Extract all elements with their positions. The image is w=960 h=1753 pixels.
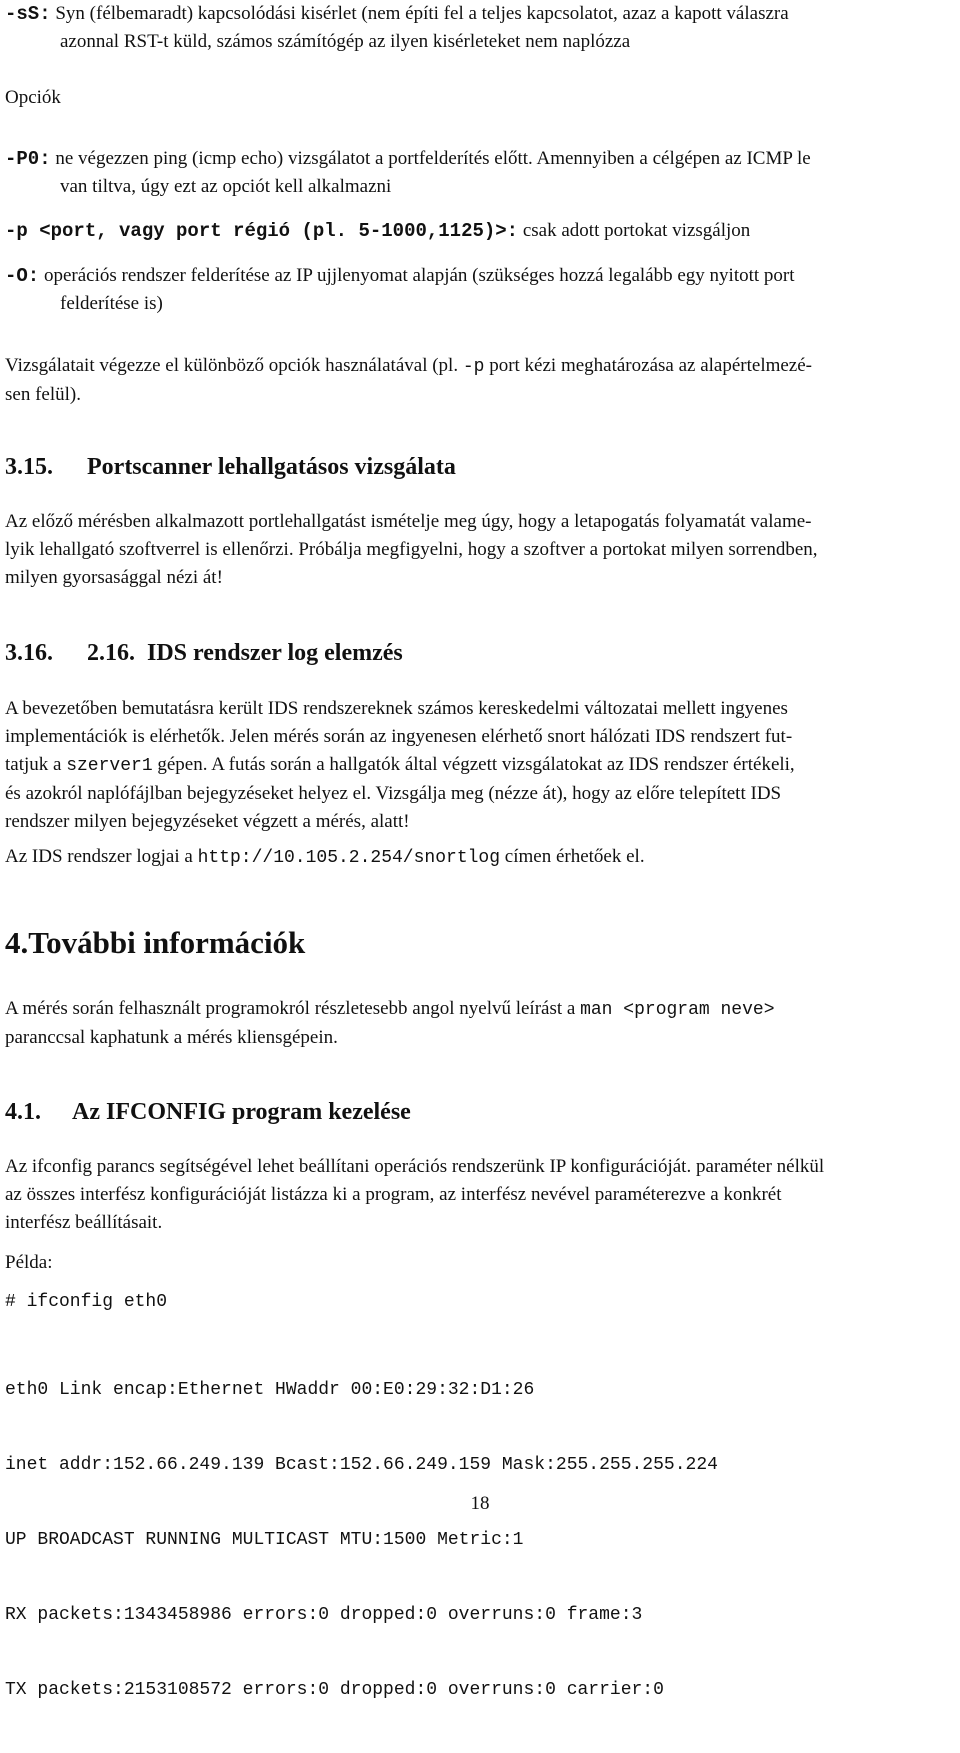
code-command: # ifconfig eth0: [5, 1292, 168, 1312]
option-text-cont: felderítése is): [60, 293, 163, 314]
code-output: [5, 1328, 718, 1753]
paragraph-4: [5, 995, 955, 1052]
code-line: inet addr:152.66.249.139 Bcast:152.66.249.159 Mask:255.255.255.224: [5, 1455, 718, 1475]
section-title: Portscanner lehallgatásos vizsgálata: [87, 454, 456, 480]
text: Az IDS rendszer logjai a: [5, 846, 198, 867]
text: A mérés során felhasznált programokról részletesebb angol nyelvű leírást a: [5, 998, 581, 1019]
text: sen felül).: [5, 384, 81, 405]
text-line: paranccsal kaphatunk a mérés kliensgépein.: [5, 1027, 338, 1048]
option-O: [5, 262, 955, 318]
text-line: lyik lehallgató szoftverrel is ellenőrzi. Próbálja megfigyelni, hogy a szoftver a portokat milyen sorrendben,: [5, 539, 818, 560]
section-number-alt: 2.16.: [87, 640, 135, 666]
text-line: az összes interfész konfigurációját listázza ki a program, az interfész nevével paraméterezve a konkrét: [5, 1184, 782, 1205]
option-label: -O:: [5, 265, 40, 287]
inline-code: szerver1: [66, 756, 153, 776]
option-text: csak adott portokat vizsgáljon: [522, 220, 751, 241]
option-label: -p <port, vagy port régió (pl. 5-1000,1125)>:: [5, 220, 519, 242]
option-sS: [5, 0, 955, 56]
text-line: milyen gyorsasággal nézi át!: [5, 567, 223, 588]
section-heading-4-1: [5, 1097, 411, 1127]
option-label: -P0:: [5, 148, 51, 170]
text-line: és azokról naplófájlban bejegyzéseket helyez el. Vizsgálja meg (nézze át), hogy az előre telepített IDS: [5, 783, 782, 804]
section-heading-3-16: [5, 638, 403, 668]
code-line: TX packets:2153108572 errors:0 dropped:0 overruns:0 carrier:0: [5, 1680, 664, 1700]
option-text-cont: azonnal RST-t küld, számos számítógép az ilyen kisérleteket nem naplózza: [60, 31, 631, 52]
option-text: Syn (félbemaradt) kapcsolódási kisérlet (nem építi fel a teljes kapcsolatot, azaz a kapott válaszra: [55, 3, 789, 24]
chapter-title: További információk: [28, 925, 306, 960]
option-P0: [5, 145, 955, 201]
section-number: 4.1.: [5, 1099, 41, 1125]
text-line: Az előző mérésben alkalmazott portlehallgatást ismételje meg úgy, hogy a letapogatás folyamatát valame-: [5, 511, 812, 532]
chapter-heading-4: [5, 925, 305, 961]
text-line: Az ifconfig parancs segítségével lehet beállítani operációs rendszerünk IP konfigurációját. paraméter nélkül: [5, 1156, 825, 1177]
section-title: Az IFCONFIG program kezelése: [72, 1099, 411, 1125]
option-text: operációs rendszer felderítése az IP ujjlenyomat alapján (szükséges hozzá legalább egy nyitott port: [43, 265, 795, 286]
inline-code: man <program neve>: [580, 1000, 775, 1020]
paragraph-vizsgalat: [5, 352, 955, 409]
section-number: 3.15.: [5, 454, 53, 480]
section-heading-3-15: [5, 452, 456, 482]
example-label: Példa:: [5, 1252, 53, 1273]
code-line: eth0 Link encap:Ethernet HWaddr 00:E0:29:32:D1:26: [5, 1380, 535, 1400]
text: Vizsgálatait végezze el különböző opciók használatával (pl.: [5, 355, 463, 376]
page-number: 18: [470, 1493, 490, 1514]
section-number: 3.16.: [5, 640, 53, 666]
section-title: IDS rendszer log elemzés: [147, 640, 403, 666]
paragraph-4-1: [5, 1153, 955, 1237]
text-line: interfész beállításait.: [5, 1212, 163, 1233]
url-code: http://10.105.2.254/snortlog: [197, 848, 501, 868]
text: tatjuk a: [5, 754, 67, 775]
text-line: A bevezetőben bemutatásra került IDS rendszereknek számos kereskedelmi változatai mellett ingyenes: [5, 698, 788, 719]
inline-code: -p: [462, 357, 485, 377]
option-text-cont: van tiltva, úgy ezt az opciót kell alkalmazni: [60, 176, 392, 197]
text: port kézi meghatározása az alapértelmezé-: [484, 355, 812, 376]
option-text: ne végezzen ping (icmp echo) vizsgálatot a portfelderítés előtt. Amennyiben a célgépen az ICMP le: [55, 148, 811, 169]
paragraph-3-16: [5, 695, 955, 836]
text-line: rendszer milyen bejegyzéseket végzett a mérés, alatt!: [5, 811, 410, 832]
paragraph-3-15: [5, 508, 955, 592]
text: gépen. A futás során a hallgatók által végzett vizsgálatokat az IDS rendszer értékeli,: [152, 754, 795, 775]
code-line: RX packets:1343458986 errors:0 dropped:0 overruns:0 frame:3: [5, 1605, 643, 1625]
code-line: UP BROADCAST RUNNING MULTICAST MTU:1500 Metric:1: [5, 1530, 524, 1550]
paragraph-3-16-log: [5, 843, 955, 872]
chapter-number: 4.: [5, 925, 29, 960]
option-label: -sS:: [5, 3, 51, 25]
option-p: [5, 217, 955, 245]
text-line: implementációk is elérhetők. Jelen mérés során az ingyenesen elérhető snort hálózati IDS rendszert fut-: [5, 726, 793, 747]
options-heading: Opciók: [5, 87, 61, 108]
text: címen érhetőek el.: [500, 846, 645, 867]
